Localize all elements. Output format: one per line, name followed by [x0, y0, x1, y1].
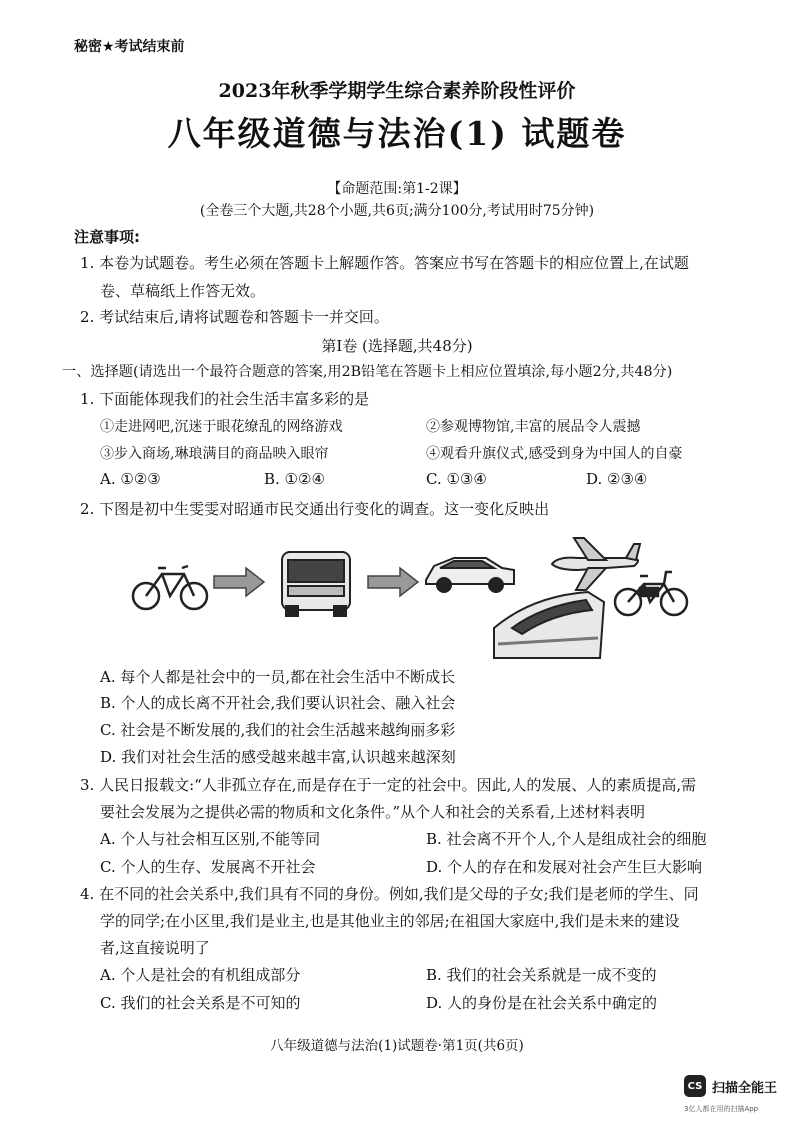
q1-statement-3: ③步入商场,琳琅满目的商品映入眼帘 [100, 446, 329, 462]
q1-statement-4: ④观看升旗仪式,感受到身为中国人的自豪 [426, 446, 683, 462]
q1-option-b: B. ①②④ [264, 470, 325, 488]
exam-title-line1: 2023年秋季学期学生综合素养阶段性评价 [218, 80, 576, 102]
page-footer: 八年级道德与法治(1)试题卷·第1页(共6页) [270, 1038, 524, 1054]
q3-option-d: D. 个人的存在和发展对社会产生巨大影响 [426, 858, 703, 876]
q1-option-a: A. ①②③ [100, 470, 161, 488]
note-item-1-line2: 卷、草稿纸上作答无效。 [100, 282, 266, 300]
q1-option-d: D. ②③④ [586, 470, 648, 488]
q4-stem-line2: 学的同学;在小区里,我们是业主,也是其他业主的邻居;在祖国大家庭中,我们是未来的建设 [100, 912, 680, 930]
q2-option-c: C. 社会是不断发展的,我们的社会生活越来越绚丽多彩 [100, 721, 456, 739]
exam-range: 【命题范围:第1-2课】 [327, 181, 467, 197]
car-icon [426, 558, 514, 592]
q3-stem-line2: 要社会发展为之提供必需的物质和文化条件。”从个人和社会的关系看,上述材料表明 [100, 803, 645, 821]
notes-heading: 注意事项: [74, 228, 140, 246]
q3-option-b: B. 社会离不开个人,个人是组成社会的细胞 [426, 830, 707, 848]
bicycle-icon [133, 566, 207, 609]
q1-stem: 1. 下面能体现我们的社会生活丰富多彩的是 [80, 390, 370, 408]
q3-option-a: A. 个人与社会相互区别,不能等同 [100, 830, 321, 848]
transport-change-illustration [128, 532, 718, 662]
q3-stem-line1: 3. 人民日报载文:“人非孤立存在,而是存在于一定的社会中。因此,人的发展、人的素质提高,需 [80, 776, 697, 794]
camscanner-logo-icon: CS [684, 1075, 706, 1097]
scanner-name: 扫描全能王 [712, 1080, 778, 1096]
q2-option-d: D. 我们对社会生活的感受越来越丰富,认识越来越深刻 [100, 748, 456, 766]
q1-statement-2: ②参观博物馆,丰富的展品令人震撼 [426, 419, 641, 435]
confidential-mark: 秘密★考试结束前 [74, 39, 185, 55]
scanner-watermark [684, 1075, 777, 1097]
q2-option-a: A. 每个人都是社会中的一员,都在社会生活中不断成长 [100, 668, 456, 686]
q3-option-c: C. 个人的生存、发展离不开社会 [100, 858, 316, 876]
q4-option-c: C. 我们的社会关系是不可知的 [100, 994, 301, 1012]
section1-title: 第Ⅰ卷 (选择题,共48分) [321, 337, 473, 355]
shared-bicycle-icon [615, 572, 687, 615]
exam-title-line2: 八年级道德与法治(1) 试题卷 [167, 114, 627, 153]
q4-stem-line1: 4. 在不同的社会关系中,我们具有不同的身份。例如,我们是父母的子女;我们是老师的学生、同 [80, 885, 699, 903]
bus-icon [282, 552, 350, 616]
q1-option-c: C. ①③④ [426, 470, 487, 488]
high-speed-train-icon [494, 592, 604, 658]
q4-stem-line3: 者,这直接说明了 [100, 939, 210, 957]
q4-option-a: A. 个人是社会的有机组成部分 [100, 966, 301, 984]
note-item-1-line1: 1. 本卷为试题卷。考生必须在答题卡上解题作答。答案应书写在答题卡的相应位置上,在试题 [80, 254, 689, 272]
scanner-tagline: 3亿人都在用的扫描App [684, 1105, 759, 1113]
arrow-right-icon [214, 568, 264, 596]
airplane-icon [552, 538, 640, 590]
q4-option-b: B. 我们的社会关系就是一成不变的 [426, 966, 657, 984]
section1-instruction: 一、选择题(请选出一个最符合题意的答案,用2B铅笔在答题卡上相应位置填涂,每小题2分,共48分) [62, 364, 673, 380]
q1-statement-1: ①走进网吧,沉迷于眼花缭乱的网络游戏 [100, 419, 343, 435]
q2-option-b: B. 个人的成长离不开社会,我们要认识社会、融入社会 [100, 694, 456, 712]
arrow-right-icon [368, 568, 418, 596]
exam-info: (全卷三个大题,共28个小题,共6页;满分100分,考试用时75分钟) [199, 203, 595, 219]
q4-option-d: D. 人的身份是在社会关系中确定的 [426, 994, 658, 1012]
note-item-2: 2. 考试结束后,请将试题卷和答题卡一并交回。 [80, 308, 389, 326]
q2-stem: 2. 下图是初中生雯雯对昭通市民交通出行变化的调查。这一变化反映出 [80, 500, 550, 518]
